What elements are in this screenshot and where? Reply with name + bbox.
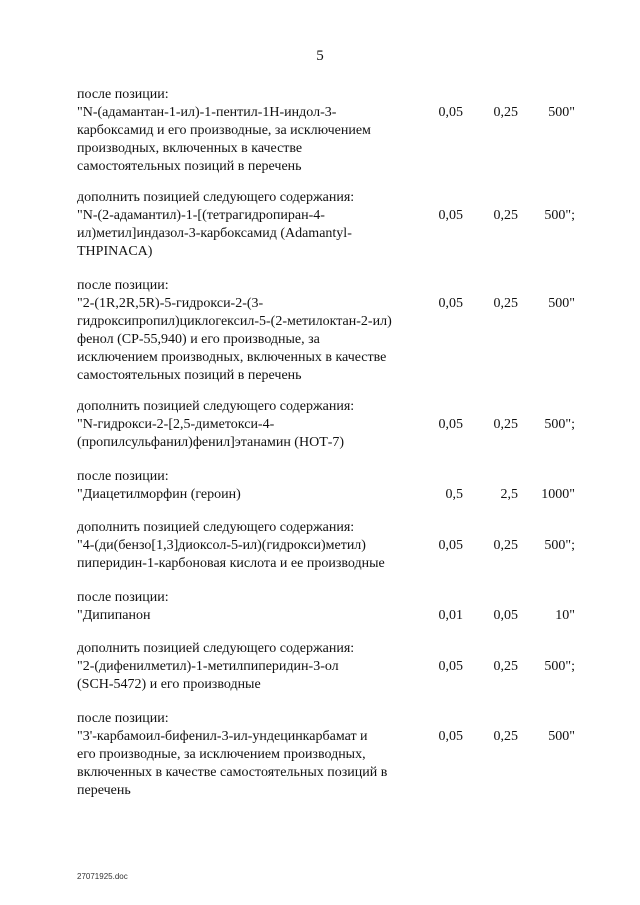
- list-item: [77, 640, 577, 694]
- entry-row: [77, 728, 577, 800]
- entry-row: [77, 104, 577, 176]
- entry-value-2: 0,05: [493, 608, 518, 623]
- entry-name: "N-гидрокси-2-[2,5-диметокси-4- (пропилсульфанил)фенил]этанамин (НОТ-7): [77, 417, 345, 450]
- entry-value-1: 0,05: [438, 208, 463, 223]
- entry-value-1: 0,05: [438, 105, 463, 120]
- entry-value-2: 2,5: [500, 487, 518, 502]
- entry-lead: после позиции:: [77, 87, 169, 102]
- entry-lead: после позиции:: [77, 711, 169, 726]
- entry-value-1: 0,05: [438, 659, 463, 674]
- footer-filename: 27071925.doc: [77, 872, 128, 881]
- list-item: [77, 710, 577, 800]
- entry-row: [77, 416, 577, 452]
- entry-value-3: 500";: [544, 538, 575, 553]
- entry-name: "Дипипанон: [77, 608, 151, 623]
- entry-value-2: 0,25: [493, 659, 518, 674]
- page-number: 5: [316, 48, 324, 64]
- entry-value-3: 500";: [544, 659, 575, 674]
- list-item: [77, 189, 577, 261]
- entry-lead: дополнить позицией следующего содержания:: [77, 641, 355, 656]
- entry-row: [77, 207, 577, 261]
- entry-value-2: 0,25: [493, 538, 518, 553]
- entry-value-3: 10": [555, 608, 575, 623]
- entry-lead: дополнить позицией следующего содержания:: [77, 399, 355, 414]
- entry-row: [77, 537, 577, 573]
- entry-name: "4-(ди(бензо[1,3]диоксол-5-ил)(гидрокси)метил) пиперидин-1-карбоновая кислота и ее производные: [77, 538, 385, 571]
- entry-row: [77, 295, 577, 385]
- list-item: [77, 398, 577, 452]
- entry-name: "N-(2-адамантил)-1-[(тетрагидропиран-4- ил)метил]индазол-3-карбоксамид (Adamantyl- THPINACA): [77, 208, 352, 259]
- entry-lead: после позиции:: [77, 278, 169, 293]
- entry-name: "Диацетилморфин (героин): [77, 487, 241, 502]
- entry-name: "2-(дифенилметил)-1-метилпиперидин-3-ол (SCH-5472) и его производные: [77, 659, 339, 692]
- entry-value-3: 500";: [544, 417, 575, 432]
- list-item: [77, 519, 577, 573]
- entry-row: [77, 658, 577, 694]
- list-item: [77, 468, 577, 504]
- entry-row: [77, 486, 577, 504]
- entry-value-3: 500": [548, 729, 575, 744]
- entry-value-3: 1000": [541, 487, 575, 502]
- entry-value-3: 500": [548, 296, 575, 311]
- entry-lead: дополнить позицией следующего содержания:: [77, 190, 355, 205]
- entry-value-1: 0,05: [438, 417, 463, 432]
- entry-row: [77, 607, 577, 625]
- entry-value-1: 0,05: [438, 729, 463, 744]
- list-item: [77, 86, 577, 176]
- entry-value-1: 0,01: [438, 608, 463, 623]
- entry-name: "2-(1R,2R,5R)-5-гидрокси-2-(3- гидроксипропил)циклогексил-5-(2-метилоктан-2-ил) фенол (СР-55,940) и его производные, за исключением производных, включенных в качестве самостоятельных позиций в перечень: [77, 296, 392, 383]
- entry-value-2: 0,25: [493, 296, 518, 311]
- entry-value-2: 0,25: [493, 208, 518, 223]
- entry-value-1: 0,5: [445, 487, 463, 502]
- entry-lead: после позиции:: [77, 590, 169, 605]
- entry-value-1: 0,05: [438, 296, 463, 311]
- entry-lead: дополнить позицией следующего содержания:: [77, 520, 355, 535]
- entry-value-3: 500";: [544, 208, 575, 223]
- entry-value-2: 0,25: [493, 729, 518, 744]
- entry-value-1: 0,05: [438, 538, 463, 553]
- entry-value-2: 0,25: [493, 417, 518, 432]
- entry-lead: после позиции:: [77, 469, 169, 484]
- entry-name: "N-(адамантан-1-ил)-1-пентил-1Н-индол-3- карбоксамид и его производные, за исключением производных, включенных в качестве самостоятельных позиций в перечень: [77, 105, 371, 174]
- list-item: [77, 277, 577, 385]
- list-item: [77, 589, 577, 625]
- entry-value-2: 0,25: [493, 105, 518, 120]
- entry-name: "3'-карбамоил-бифенил-3-ил-ундецинкарбамат и его производные, за исключением производных, включенных в качестве самостоятельных позиций в перечень: [77, 729, 388, 798]
- entry-value-3: 500": [548, 105, 575, 120]
